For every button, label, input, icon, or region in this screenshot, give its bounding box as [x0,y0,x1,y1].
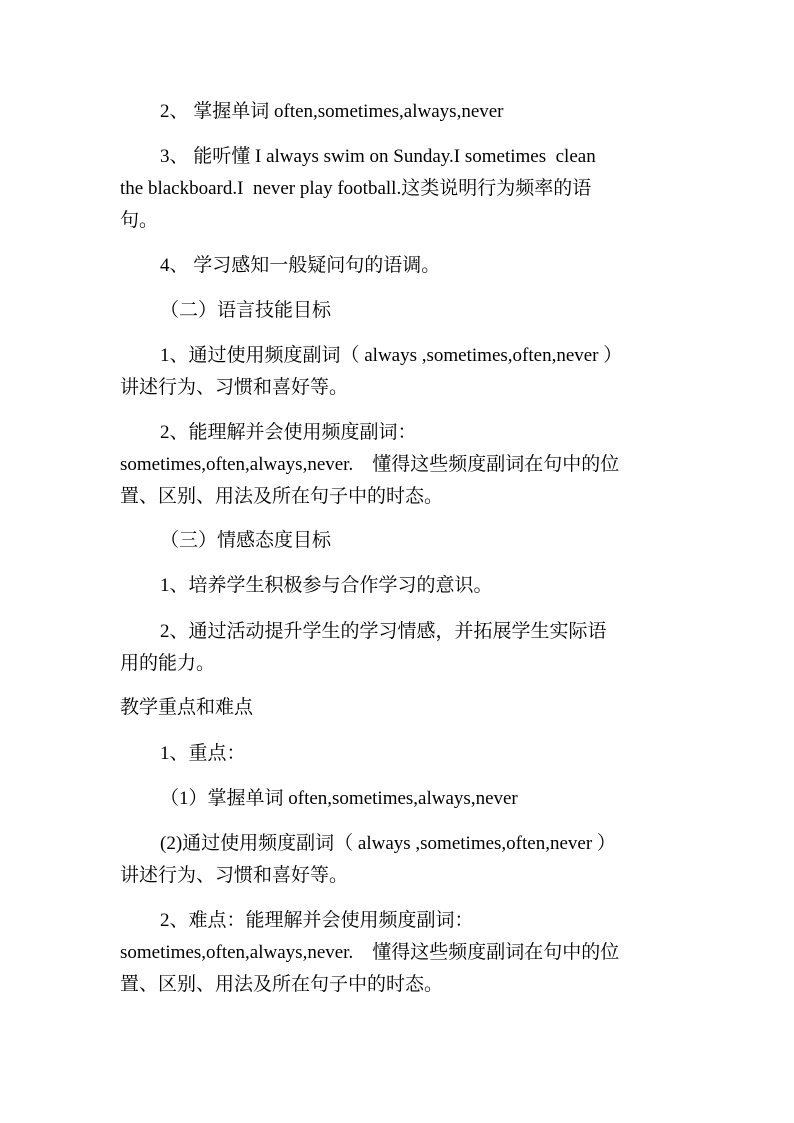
text-line: 教学重点和难点 [120,697,254,718]
key-point-2 [120,828,680,892]
text-line: （1）掌握单词 often,sometimes,always,never [160,788,518,809]
text-line: 讲述行为、习惯和喜好等。 [120,865,349,886]
key-point-1 [120,783,680,815]
text-line: 3、 能听懂 I always swim on Sunday.I sometimes clean [160,146,596,167]
text-line: sometimes,often,always,never. 懂得这些频度副词在句中的位 [120,942,620,963]
attitude-item-2 [120,616,680,680]
objective-item-3 [120,141,680,237]
objective-item-2 [120,96,680,128]
text-line: 讲述行为、习惯和喜好等。 [120,377,349,398]
text-line: 2、难点：能理解并会使用频度副词： [160,910,474,931]
text-line: 1、培养学生积极参与合作学习的意识。 [160,575,493,596]
text-line: sometimes,often,always,never. 懂得这些频度副词在句中的位 [120,454,620,475]
skill-item-1 [120,340,680,404]
text-line: 2、 掌握单词 often,sometimes,always,never [160,101,504,122]
text-line: （三）情感态度目标 [160,530,332,551]
text-line: (2)通过使用频度副词（ always ,sometimes,often,never ） [160,833,616,854]
text-line: 4、 学习感知一般疑问句的语调。 [160,255,441,276]
objective-item-4 [120,250,680,282]
skill-item-2 [120,417,680,513]
attitude-item-1 [120,570,680,602]
text-line: 置、区别、用法及所在句子中的时态。 [120,974,444,995]
key-point-label [120,738,680,770]
text-line: 2、通过活动提升学生的学习情感，并拓展学生实际语 [160,621,607,642]
text-line: 1、重点： [160,743,246,764]
text-line: 用的能力。 [120,653,216,674]
text-line: 置、区别、用法及所在句子中的时态。 [120,486,444,507]
text-line: （二）语言技能目标 [160,300,332,321]
text-line: 句。 [120,210,159,231]
section-heading-key-points [120,692,680,724]
section-heading-attitude [120,525,680,557]
text-line: 1、通过使用频度副词（ always ,sometimes,often,never ） [160,345,623,366]
section-heading-language-skills [120,295,680,327]
text-line: 2、能理解并会使用频度副词： [160,422,417,443]
difficulty-point [120,905,680,1001]
text-line: the blackboard.I never play football.这类说明行为频率的语 [120,178,592,199]
